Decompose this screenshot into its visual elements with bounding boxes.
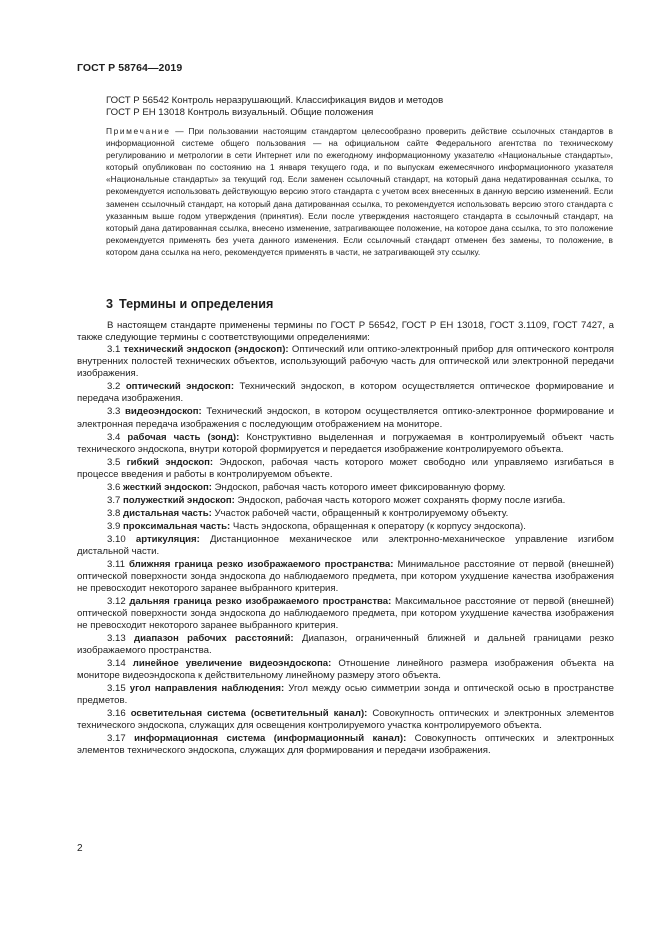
- term-definition-text: Совокупность оптических и электронных элементов технического эндоскопа, служащих для формирования и передачи изображения.: [77, 733, 614, 757]
- standard-id-header: ГОСТ Р 58764—2019: [77, 62, 183, 74]
- section-heading: [106, 297, 279, 311]
- term-definition: [77, 534, 614, 558]
- term-number: 3.9: [107, 520, 121, 532]
- term-name: информационная система (информационный канал):: [134, 733, 407, 745]
- term-definition-text: Минимальное расстояние от первой (внешней) оптической поверхности зонда эндоскопа до наблюдаемого предмета, при котором ухудшение качества изображения не превосходит некоторого заранее выбранного критерия.: [77, 558, 614, 594]
- term-definition: [77, 432, 614, 456]
- term-number: 3.16: [107, 708, 126, 720]
- term-definition-text: Конструктивно выделенная и погружаемая в контролируемый объект часть технического эндоскопа, внутри которой формируется и передается изображение контролируемого объекта.: [77, 431, 614, 455]
- term-definition: [77, 406, 614, 430]
- note-label: Примечание: [106, 126, 171, 136]
- term-name: ближняя граница резко изображаемого пространства:: [128, 558, 394, 570]
- term-name: рабочая часть (зонд):: [127, 431, 240, 443]
- term-definition-text: Диапазон, ограниченный ближней и дальней границами резко изображаемого пространства.: [77, 633, 615, 657]
- term-definition-text: Оптический или оптико-электронный прибор для оптического контроля внутренних полостей технических объектов, использующий рабочую часть для оптической или электронной передачи изображения.: [77, 344, 614, 380]
- term-number: 3.12: [107, 595, 126, 607]
- term-number: 3.8: [107, 507, 121, 519]
- term-definition-text: Эндоскоп, рабочая часть которого может свободно или управляемо изгибаться в процессе введения и работы в контролируемом объекте.: [77, 456, 614, 480]
- term-name: дистальная часть:: [123, 507, 212, 519]
- term-definition: [77, 344, 614, 380]
- term-definition-text: Участок рабочей части, обращенный к контролируемому объекту.: [211, 507, 509, 519]
- term-number: 3.6: [107, 481, 121, 493]
- term-definition: [77, 482, 614, 494]
- term-name: проксимальная часть:: [123, 520, 231, 532]
- term-definition-text: Эндоскоп, рабочая часть которого имеет фиксированную форму.: [211, 481, 506, 493]
- reference-item: ГОСТ Р ЕН 13018 Контроль визуальный. Общие положения: [106, 107, 374, 118]
- term-number: 3.13: [107, 633, 126, 645]
- term-number: 3.14: [107, 658, 126, 670]
- term-name: угол направления наблюдения:: [129, 683, 285, 695]
- term-name: видеоэндоскоп:: [124, 406, 202, 418]
- term-definition: [77, 495, 614, 507]
- term-definition-text: Технический эндоскоп, в котором осуществляется оптико-электронное формирование и электронная передача изображения с последующим отображением на мониторе.: [77, 406, 614, 430]
- term-definition-text: Часть эндоскопа, обращенная к оператору (к корпусу эндоскопа).: [230, 520, 526, 532]
- section-title: Термины и определения: [119, 297, 274, 311]
- term-definition-text: Максимальное расстояние от первой (внешней) оптической поверхности зонда эндоскопа до наблюдаемого предмета, при котором ухудшение качества изображения не превосходит некоторого заранее выбранного критерия.: [77, 595, 614, 632]
- term-number: 3.7: [107, 494, 121, 506]
- term-definition: [77, 708, 614, 732]
- term-number: 3.17: [107, 733, 126, 745]
- term-name: артикуляция:: [135, 533, 200, 545]
- term-name: оптический эндоскоп:: [125, 381, 235, 393]
- section-intro: В настоящем стандарте применены термины по ГОСТ Р 56542, ГОСТ Р ЕН 13018, ГОСТ 3.1109, ГОСТ 7427, а также следующие термины с соответствующими определениями:: [77, 320, 614, 344]
- term-definition: [77, 508, 614, 520]
- term-name: осветительная система (осветительный канал):: [130, 708, 368, 720]
- term-definition-text: Угол между осью симметрии зонда и оптической осью в пространстве предметов.: [77, 683, 614, 707]
- term-definition-text: Совокупность оптических и электронных элементов технического эндоскопа, служащих для освещения контролируемого участка контролируемого объекта.: [77, 708, 614, 732]
- terms-list: [77, 344, 614, 757]
- term-name: дальняя граница резко изображаемого пространства:: [129, 595, 392, 607]
- term-number: 3.10: [107, 533, 126, 545]
- term-number: 3.3: [107, 406, 121, 418]
- term-definition: [77, 559, 614, 595]
- note-text: — При пользовании настоящим стандартом целесообразно проверить действие ссылочных стандартов в информационной системе общего пользования — на официальном сайте Федерального агентства по техническому регулированию и метрологии в сети Интернет или по ежегодному информационному указателю «Национальные стандарты», который опубликован по состоянию на 1 января текущего года, и по выпускам ежемесячного информационного указателя «Национальные стандарты» за текущий год. Если заменен ссылочный стандарт, на который дана недатированная ссылка, то рекомендуется использовать действующую версию этого стандарта с учетом всех внесенных в данную версию изменений. Если заменен ссылочный стандарт, на который дана датированная ссылка, то рекомендуется использовать версию этого стандарта с указанным выше годом утверждения (принятия). Если после утверждения настоящего стандарта в ссылочный стандарт, на который дана датированная ссылка, внесено изменение, затрагивающее положение, на которое дана ссылка, то это положение рекомендуется применять без учета данного изменения. Если ссылочный стандарт отменен без замены, то положение, в котором дана ссылка на него, рекомендуется применять в части, не затрагивающей эту ссылку.: [106, 126, 613, 257]
- terms-body: [77, 320, 614, 758]
- term-definition-text: Технический эндоскоп, в котором осуществляется оптическое формирование и передача изображения.: [77, 381, 615, 405]
- term-definition: [77, 457, 614, 481]
- term-number: 3.2: [107, 381, 121, 393]
- term-definition-text: Отношение линейного размера изображения объекта на мониторе видеоэндоскопа к действительному линейному размеру этого объекта.: [77, 658, 614, 682]
- term-name: жесткий эндоскоп:: [123, 481, 212, 493]
- reference-item: ГОСТ Р 56542 Контроль неразрушающий. Классификация видов и методов: [106, 95, 444, 106]
- term-number: 3.5: [107, 456, 121, 468]
- note-paragraph: [77, 125, 613, 258]
- term-name: линейное увеличение видеоэндоскопа:: [132, 658, 332, 670]
- term-definition: [77, 521, 614, 533]
- term-name: гибкий эндоскоп:: [126, 456, 214, 468]
- normative-references-list: [106, 95, 443, 119]
- term-number: 3.15: [107, 683, 126, 695]
- term-definition: [77, 658, 614, 682]
- term-number: 3.11: [107, 558, 125, 570]
- term-definition: [77, 633, 614, 657]
- term-name: диапазон рабочих расстояний:: [134, 633, 294, 645]
- term-definition: [77, 683, 614, 707]
- term-definition-text: Эндоскоп, рабочая часть которого может сохранять форму после изгиба.: [234, 494, 566, 506]
- term-number: 3.1: [107, 344, 121, 356]
- page-number: 2: [77, 843, 83, 854]
- term-definition: [77, 733, 614, 757]
- term-definition: [77, 381, 614, 405]
- term-name: полужесткий эндоскоп:: [123, 494, 235, 506]
- term-number: 3.4: [107, 431, 121, 443]
- section-number: 3: [106, 297, 114, 311]
- term-definition: [77, 596, 614, 632]
- term-name: технический эндоскоп (эндоскоп):: [123, 344, 289, 356]
- term-definition-text: Дистанционное механическое или электронно-механическое управление изгибом дистальной части.: [77, 533, 614, 557]
